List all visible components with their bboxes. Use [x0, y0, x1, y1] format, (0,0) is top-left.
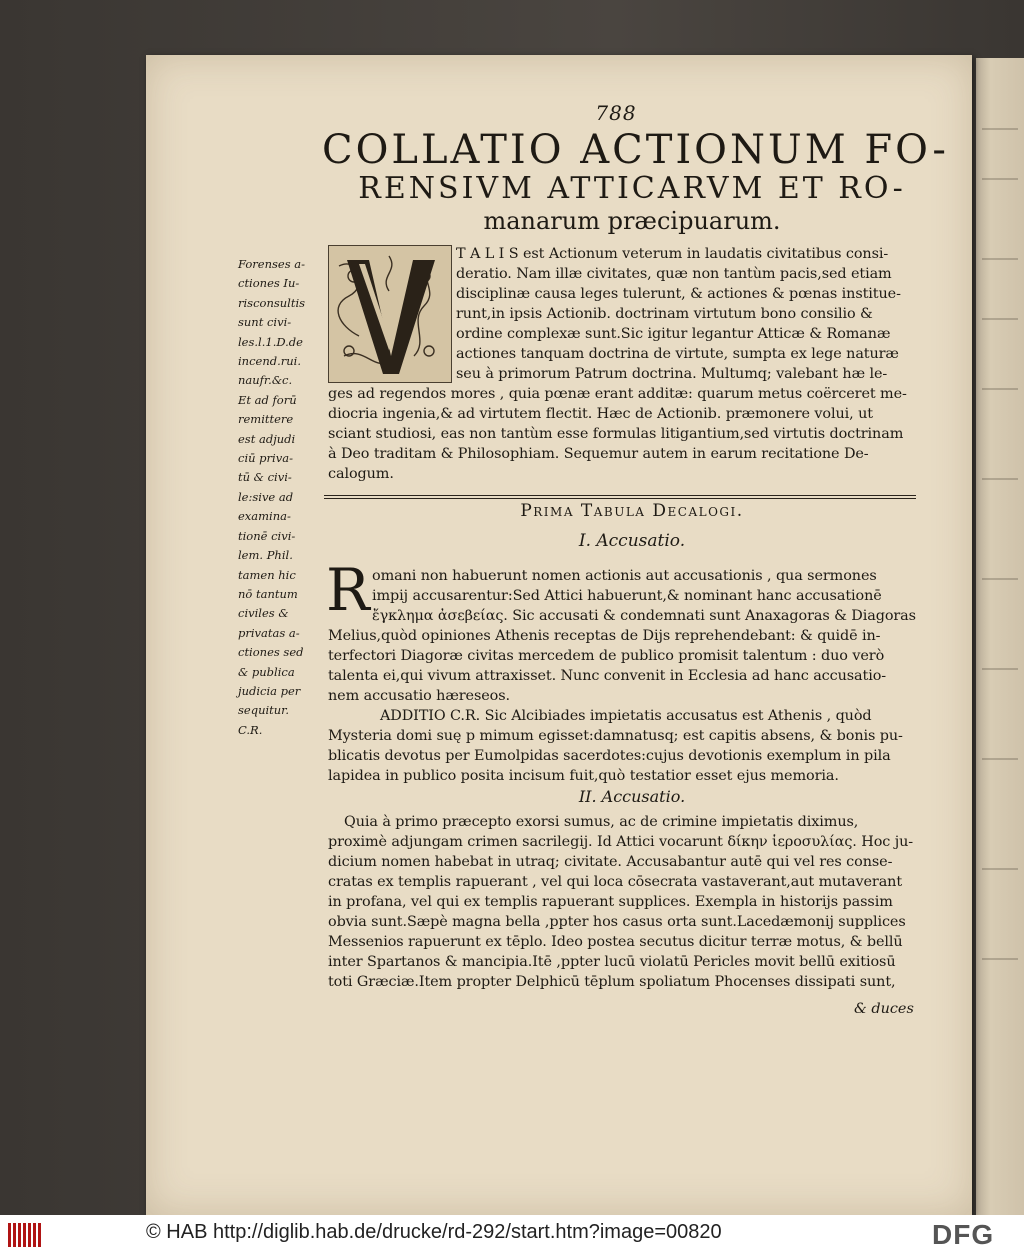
text-line: ADDITIO C.R. Sic Alcibiades impietatis accusatus est Athenis , quòd	[380, 708, 872, 724]
text-line: talenta ei,qui vivum attraxisset. Nunc convenit in Ecclesia ad hanc accusatio-	[328, 668, 887, 684]
text-line: runt,in ipsis Actionib. doctrinam virtutum bono consilio &	[456, 306, 873, 322]
text-line: impij accusarentur:Sed Attici habuerunt,& nominant hanc accusationē	[372, 588, 882, 604]
text-line: cratas ex templis rapuerant , vel qui loca cōsecrata vastaverant,aut mutaverant	[328, 874, 903, 890]
text-line: diocria ingenia,& ad virtutem flectit. Hæc de Actionib. præmonere volui, ut	[328, 406, 873, 422]
marginal-note	[238, 255, 316, 740]
text-line: dicium nomen habebat in utraq; civitate. Accusabantur autē qui vel res conse-	[328, 854, 893, 870]
marginal-line: le:sive ad	[238, 489, 294, 504]
text-line: ordine complexæ sunt.Sic igitur legantur Atticæ & Romanæ	[456, 326, 891, 342]
marginal-line: C.R.	[238, 722, 263, 737]
subheading-accusatio-2: II. Accusatio.	[578, 787, 686, 806]
marginal-line: privatas a-	[238, 625, 300, 640]
marginal-line: les.l.1.D.de	[238, 334, 303, 349]
text-line: obvia sunt.Sæpè magna bella ,ppter hos casus orta sunt.Lacedæmonij supplices	[328, 914, 906, 930]
text-line: Messenios rapuerunt ex tēplo. Ideo postea secutus dicitur terræ motus, & bellū	[328, 934, 903, 950]
marginal-line: civiles &	[238, 606, 289, 621]
text-line: in profana, vel qui ex templis rapuerant supplices. Exempla in historijs passim	[328, 894, 893, 910]
text-line: terfectori Diagoræ civitas mercedem de publico promisit talentum : duo verò	[328, 648, 885, 664]
copyright-link[interactable]: © HAB http://diglib.hab.de/drucke/rd-292/start.htm?image=00820	[146, 1221, 722, 1243]
text-line: omani non habuerunt nomen actionis aut accusationis , qua sermones	[372, 568, 877, 584]
text-line: proximè adjungam crimen sacrilegij. Id Attici vocarunt δίκην ἱεροσυλίας. Hoc ju-	[328, 834, 913, 850]
initial-letter-r: R	[326, 556, 370, 624]
text-line: actiones tanquam doctrina de virtute, sumpta ex lege naturæ	[456, 346, 899, 362]
text-line: deratio. Nam illæ civitates, quæ non tantùm pacis,sed etiam	[456, 266, 892, 282]
scanned-book-page	[146, 55, 972, 1215]
text-line: disciplinæ causa leges tulerunt, & actiones & pœnas institue-	[456, 286, 901, 302]
subheading-accusatio-1: I. Accusatio.	[578, 531, 686, 551]
section-heading: Prima Tabula Decalogi.	[520, 501, 744, 521]
marginal-line: examina-	[238, 509, 291, 524]
section-divider	[324, 498, 916, 499]
text-line: seu à primorum Patrum doctrina. Multumq; valebant hæ le-	[456, 366, 888, 382]
marginal-line: ciū priva-	[238, 451, 293, 466]
marginal-line: risconsultis	[238, 295, 306, 310]
text-line: toti Græciæ.Item propter Delphicū tēplum spoliatum Phocenses dissipati sunt,	[328, 974, 896, 990]
text-line: inter Spartanos & mancipia.Itē ,ppter lucū violatū Pericles movit bellū exitiosū	[328, 954, 896, 970]
hab-logo-icon	[8, 1223, 44, 1247]
text-line: nem accusatio hæreseos.	[328, 688, 510, 704]
adjacent-page-edge	[976, 58, 1024, 1215]
text-line: Melius,quòd opiniones Athenis receptas de Dijs reprehendebant: & quidē in-	[328, 628, 881, 644]
dfg-logo: DFG	[932, 1219, 995, 1250]
marginal-line: lem. Phil.	[238, 548, 293, 563]
text-line: sciant studiosi, eas non tantùm esse formulas litigantium,sed virtutis doctrinam	[328, 426, 904, 442]
text-line: ges ad regendos mores , quia pœnæ erant additæ: quarum metus coërceret me-	[328, 386, 907, 402]
catchword: & duces	[854, 1001, 914, 1017]
section-divider	[324, 495, 916, 496]
marginal-line: & publica	[238, 664, 295, 679]
footer-bar	[0, 1215, 1024, 1255]
marginal-line: naufr.&c.	[238, 373, 293, 388]
marginal-line: sunt civi-	[238, 315, 292, 330]
text-line: Mysteria domi suę p mimum egisset:damnatusq; est capitis absens, & bonis pu-	[328, 728, 903, 744]
page-title-line-1: COLLATIO ACTIONUM FO-	[322, 127, 949, 173]
text-line: calogum.	[328, 466, 394, 482]
marginal-line: nō tantum	[238, 586, 298, 601]
marginal-line: ctiones sed	[238, 645, 304, 660]
page-title-line-3: manarum præcipuarum.	[483, 207, 781, 235]
marginal-line: est adjudi	[238, 431, 296, 446]
marginal-line: sequitur.	[238, 703, 290, 718]
marginal-line: ctiones Iu-	[238, 276, 300, 291]
marginal-line: judicia per	[238, 683, 301, 698]
marginal-line: tionē civi-	[238, 528, 296, 543]
text-line: ἔγκλημα ἀσεβείας. Sic accusati & condemnati sunt Anaxagoras & Diagoras	[372, 608, 916, 624]
marginal-line: Et ad forū	[238, 392, 297, 407]
page-title-line-2: RENSIVM ATTICARVM ET RO-	[358, 171, 906, 206]
text-line: blicatis devotus per Eumolpidas sacerdotes:cujus devotionis exemplum in pila	[328, 748, 891, 764]
marginal-line: tū & civi-	[238, 470, 292, 485]
text-line: Quia à primo præcepto exorsi sumus, ac de crimine impietatis diximus,	[344, 814, 859, 830]
page-number: 788	[595, 101, 637, 125]
marginal-line: tamen hic	[238, 567, 296, 582]
marginal-line: remittere	[238, 412, 294, 427]
text-line: à Deo traditam & Philosophiam. Sequemur autem in earum recitatione De-	[328, 446, 869, 462]
text-line: T A L I S est Actionum veterum in laudatis civitatibus consi-	[456, 246, 889, 262]
text-line: lapidea in publico posita incisum fuit,quò testatior esset ejus memoria.	[328, 768, 839, 784]
ornamental-initial-v	[328, 245, 452, 383]
marginal-line: Forenses a-	[238, 257, 305, 271]
ornament-pattern-icon	[329, 246, 451, 382]
marginal-line: incend.rui.	[238, 354, 301, 369]
